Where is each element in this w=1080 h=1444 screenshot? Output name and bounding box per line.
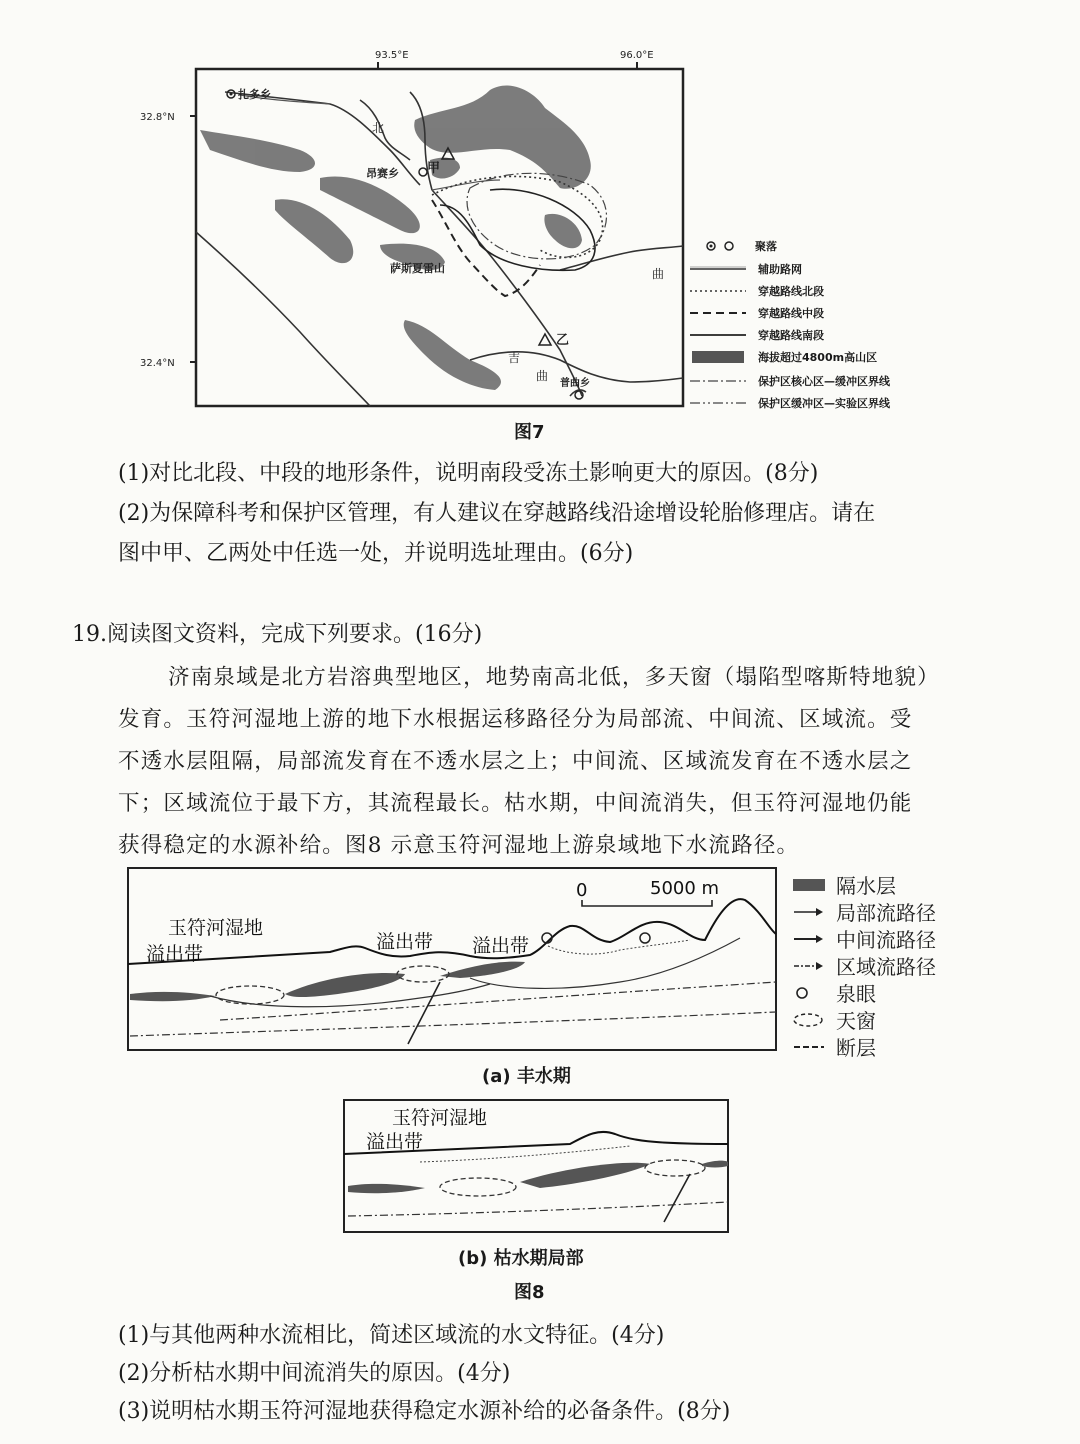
- lon-label-1: 93.5°E: [375, 50, 409, 61]
- legend-label: 区域流路径: [836, 955, 936, 979]
- q19-para-line4: 下；区域流位于最下方，其流程最长。枯水期，中间流消失，但玉符河湿地仍能: [118, 791, 913, 816]
- q19-para-line5: 获得稳定的水源补给。图8 示意玉符河湿地上游泉域地下水流路径。: [118, 833, 800, 858]
- place-jia: 甲: [427, 161, 441, 176]
- fig8b-label-wetland: 玉符河湿地: [392, 1107, 488, 1129]
- fig8a-svg: [0, 860, 790, 1060]
- label-wetland: 玉符河湿地: [168, 917, 264, 939]
- map-svg: [0, 0, 1080, 420]
- legend-label: 穿越路线南段: [758, 329, 824, 342]
- fig7-legend-buffer-exp: [690, 395, 890, 411]
- q19-sub1: (1)与其他两种水流相比，简述区域流的水文特征。(4分): [118, 1323, 665, 1348]
- place-town-bottom: 普曲乡: [560, 378, 590, 389]
- q19-para-line1: 济南泉域是北方岩溶典型地区，地势南高北低，多天窗（塌陷型喀斯特地貌）: [168, 665, 940, 690]
- fig8b-caption: (b) 枯水期局部: [458, 1248, 584, 1269]
- fig7-legend-core-buffer: [690, 373, 890, 389]
- fig7-legend-aux-road: [690, 261, 802, 277]
- q19-para-line2: 发育。玉符河湿地上游的地下水根据运移路径分为局部流、中间流、区域流。受: [118, 707, 913, 732]
- fig8-legend-regional: [792, 951, 936, 980]
- lat-label-2: 32.4°N: [140, 358, 175, 369]
- legend-label: 隔水层: [836, 874, 896, 898]
- legend-label: 天窗: [836, 1009, 876, 1033]
- fig8-legend-aquiclude: [792, 870, 896, 899]
- river-label-north: 北: [372, 121, 385, 135]
- fig7-legend-route-north: [690, 283, 824, 299]
- legend-label: 保护区核心区—缓冲区界线: [758, 375, 890, 388]
- fig8b-label-overflow: 溢出带: [366, 1131, 424, 1153]
- fig7-legend-settlement: [703, 238, 777, 254]
- q19-sub3: (3)说明枯水期玉符河湿地获得稳定水源补给的必备条件。(8分): [118, 1399, 731, 1424]
- lat-label-1: 32.8°N: [140, 112, 175, 123]
- q18-sub1: (1)对比北段、中段的地形条件，说明南段受冻土影响更大的原因。(8分): [118, 461, 819, 486]
- legend-label: 辅助路网: [758, 263, 802, 276]
- fig8-legend-local: [792, 897, 936, 926]
- fig7-legend-route-south: [690, 327, 824, 343]
- river-label-east: 曲: [652, 267, 665, 281]
- fig8-caption: 图8: [514, 1282, 545, 1303]
- legend-label: 穿越路线北段: [758, 285, 824, 298]
- legend-label: 穿越路线中段: [758, 307, 824, 320]
- legend-label: 聚落: [755, 240, 777, 253]
- fig7-legend-highland: [690, 349, 877, 365]
- place-village-top: 扎多乡: [238, 88, 271, 101]
- river-label-south-2: 曲: [536, 369, 549, 383]
- fig8-legend-skylight: [792, 1005, 876, 1034]
- legend-label: 保护区缓冲区—实验区界线: [758, 397, 890, 410]
- legend-label: 泉眼: [836, 982, 876, 1006]
- fig8-legend-intermediate: [792, 924, 936, 953]
- legend-label: 局部流路径: [836, 901, 936, 925]
- label-overflow-1: 溢出带: [146, 943, 204, 965]
- legend-label: 断层: [836, 1036, 876, 1060]
- place-town-mid: 昂赛乡: [366, 167, 399, 180]
- fig7-legend-route-middle: [690, 305, 824, 321]
- place-mountain: 萨斯夏雷山: [390, 262, 445, 275]
- scale-zero: 0: [576, 880, 588, 901]
- q18-sub2-line2: 图中甲、乙两处中任选一处，并说明选址理由。(6分): [118, 541, 634, 566]
- legend-label: 海拔超过4800m高山区: [758, 351, 878, 364]
- q18-sub2-line1: (2)为保障科考和保护区管理，有人建议在穿越路线沿途增设轮胎修理店。请在: [118, 501, 876, 526]
- fig8b-svg: [330, 1092, 740, 1240]
- label-overflow-2: 溢出带: [376, 931, 434, 953]
- label-overflow-3: 溢出带: [472, 935, 530, 957]
- fig7-caption: 图7: [514, 422, 545, 443]
- fig8-legend-fault: [792, 1032, 876, 1061]
- place-yi: 乙: [556, 333, 570, 348]
- lon-label-2: 96.0°E: [620, 50, 654, 61]
- q19-sub2: (2)分析枯水期中间流消失的原因。(4分): [118, 1361, 511, 1386]
- scale-distance: 5000 m: [650, 878, 720, 899]
- q19-title: 19.阅读图文资料，完成下列要求。(16分): [72, 622, 483, 647]
- fig8a-caption: (a) 丰水期: [482, 1066, 571, 1087]
- fig8-legend-spring: [792, 978, 876, 1007]
- river-label-south-1: 吉: [508, 351, 521, 365]
- legend-label: 中间流路径: [836, 928, 936, 952]
- q19-para-line3: 不透水层阻隔，局部流发育在不透水层之上；中间流、区域流发育在不透水层之: [118, 749, 913, 774]
